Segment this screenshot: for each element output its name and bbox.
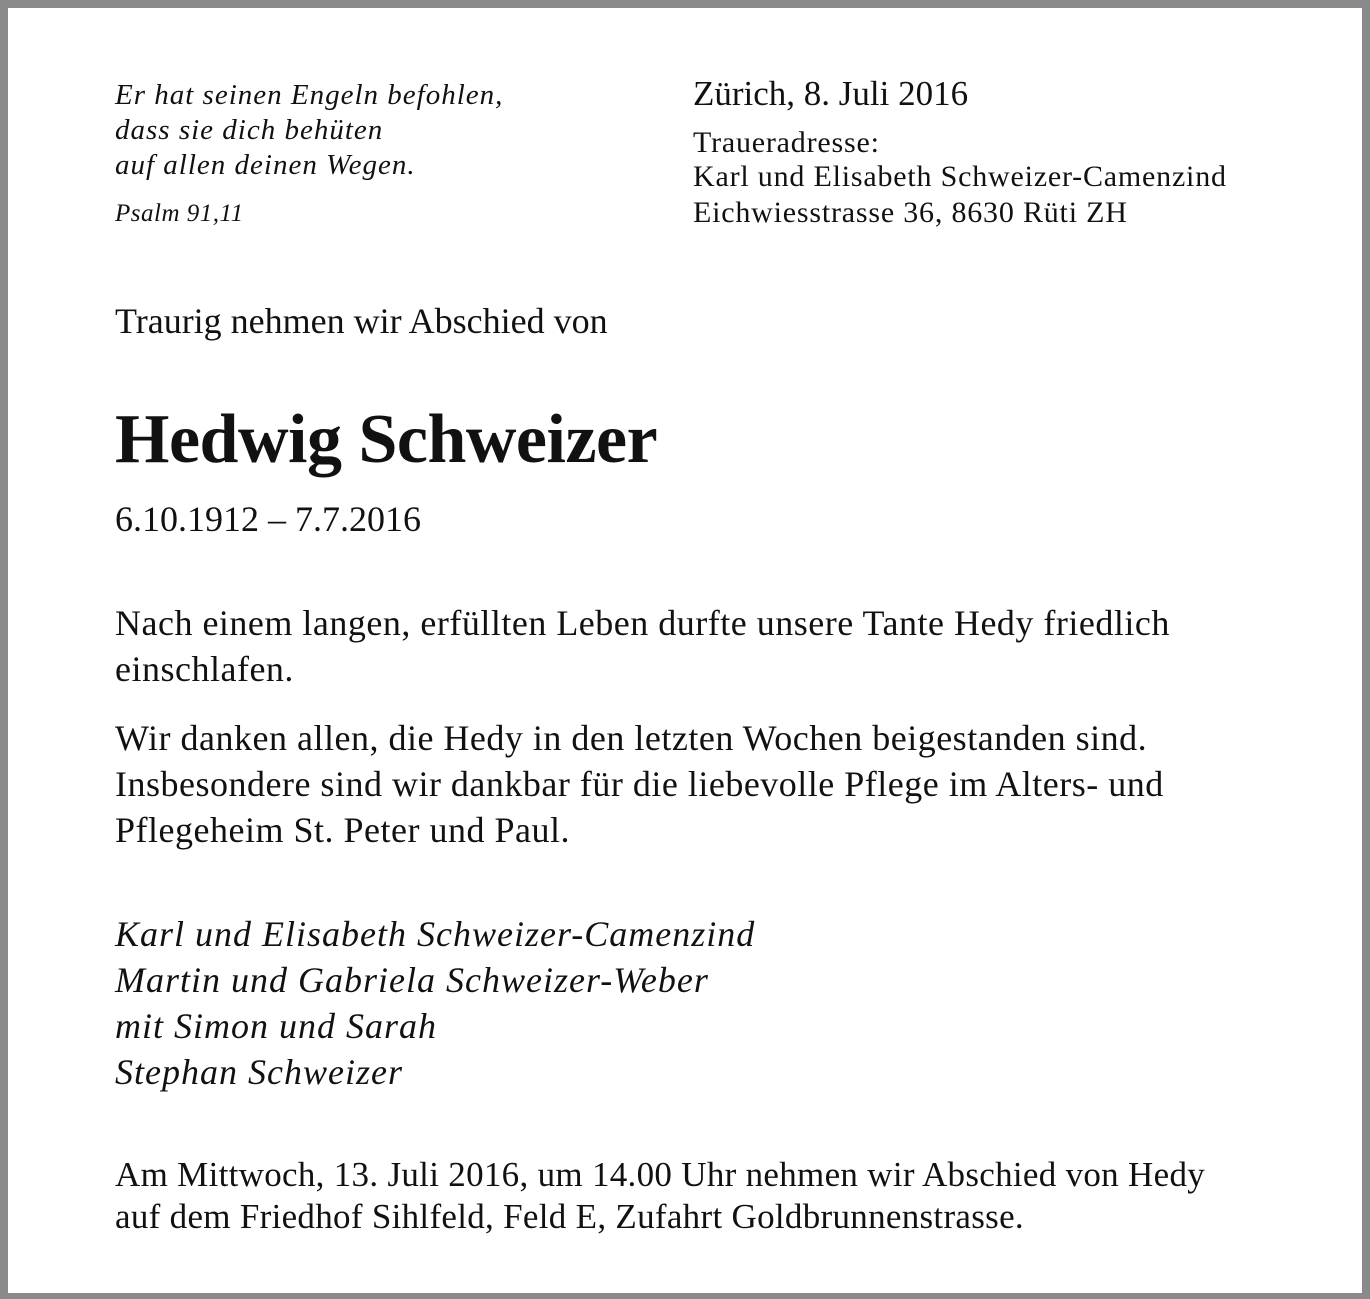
message-line: Insbesondere sind wir dankbar für die liebevolle Pflege im Alters- und bbox=[115, 764, 1164, 804]
life-dates: 6.10.1912 – 7.7.2016 bbox=[115, 499, 421, 539]
service-line: Am Mittwoch, 13. Juli 2016, um 14.00 Uhr nehmen wir Abschied von Hedy bbox=[115, 1155, 1206, 1194]
address-line: Karl und Elisabeth Schweizer-Camenzind bbox=[693, 160, 1227, 193]
signer-line: mit Simon und Sarah bbox=[115, 1006, 438, 1046]
service-line: auf dem Friedhof Sihlfeld, Feld E, Zufahrt Goldbrunnenstrasse. bbox=[115, 1197, 1024, 1236]
verse-line: auf allen deinen Wegen. bbox=[115, 149, 416, 181]
signer-line: Martin und Gabriela Schweizer-Weber bbox=[115, 960, 709, 1000]
message-line: Wir danken allen, die Hedy in den letzten Wochen beigestanden sind. bbox=[115, 718, 1148, 758]
signer-line: Stephan Schweizer bbox=[115, 1052, 403, 1092]
message-line: Pflegeheim St. Peter und Paul. bbox=[115, 810, 570, 850]
message-line: einschlafen. bbox=[115, 649, 294, 689]
place-date: Zürich, 8. Juli 2016 bbox=[693, 74, 969, 113]
address-label: Traueradresse: bbox=[693, 126, 880, 159]
verse-reference: Psalm 91,11 bbox=[115, 200, 244, 227]
signer-line: Karl und Elisabeth Schweizer-Camenzind bbox=[115, 914, 756, 954]
address-line: Eichwiesstrasse 36, 8630 Rüti ZH bbox=[693, 196, 1128, 229]
message-line: Nach einem langen, erfüllten Leben durfte unsere Tante Hedy friedlich bbox=[115, 603, 1170, 643]
deceased-name: Hedwig Schweizer bbox=[115, 401, 658, 478]
verse-line: dass sie dich behüten bbox=[115, 114, 384, 146]
verse-line: Er hat seinen Engeln befohlen, bbox=[115, 79, 504, 111]
intro-text: Traurig nehmen wir Abschied von bbox=[115, 301, 608, 341]
